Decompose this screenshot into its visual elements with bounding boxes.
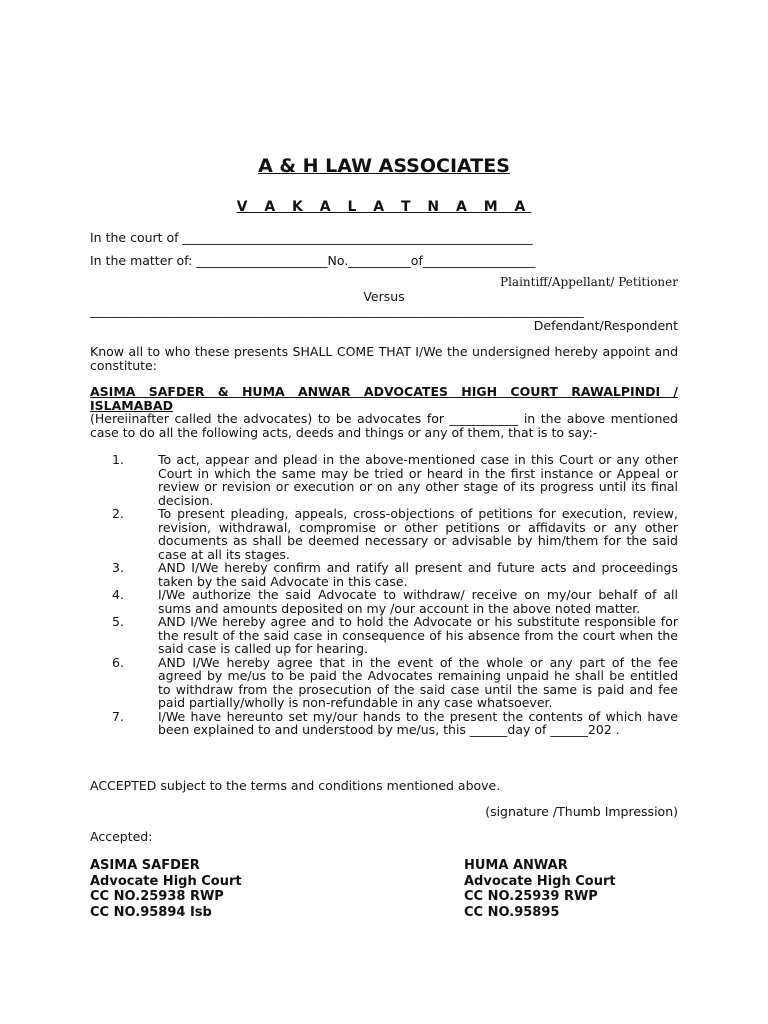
firm-name: A & H LAW ASSOCIATES <box>258 155 510 177</box>
list-item <box>90 588 678 615</box>
signatory-cc1: CC NO.25939 RWP <box>464 889 598 904</box>
signatory-cc2: CC NO.95894 Isb <box>90 904 212 920</box>
advocates-heading: ASIMA SAFDER & HUMA ANWAR ADVOCATES HIGH COURT RAWALPINDI / ISLAMABAD <box>90 384 678 413</box>
plaintiff-label: Plaintiff/Appellant/ Petitioner <box>500 275 678 289</box>
item-number: 6. <box>112 654 124 670</box>
item-number: 5. <box>112 614 124 629</box>
item-number: 3. <box>112 560 124 575</box>
item-text: To present pleading, appeals, cross-objections of petitions for execution, review, revision, withdrawal, compromise or other petitions or affidavits or any other documents as shall be deemed necessary or advisable by him/them for the said case at all its stages. <box>158 506 678 562</box>
versus-label: Versus <box>363 289 405 304</box>
document-title: V A K A L A T N A M A <box>236 199 532 215</box>
list-item <box>90 561 678 588</box>
signatory-title: Advocate High Court <box>464 873 616 889</box>
court-line: In the court of ________________________________________________________ <box>90 230 533 245</box>
signatory-name: HUMA ANWAR <box>464 858 568 873</box>
item-text: AND I/We hereby agree that in the event of the whole or any part of the fee agreed by me/us to be paid the Advocates remaining unpaid he shall be entitled to withdraw from the prosecution of the said case until the same is paid and fee paid partially/wholly is non-refundable in any case whatsoever. <box>158 654 678 710</box>
defendant-label: Defendant/Respondent <box>533 318 678 333</box>
matter-line: In the matter of: _____________________No.__________of__________________ <box>90 253 536 268</box>
item-text: AND I/We hereby agree and to hold the Advocate or his substitute responsible for the result of the said case in consequence of his absence from the court when the said case is called up for hearing. <box>158 614 678 656</box>
item-number: 1. <box>112 452 124 467</box>
clauses-list <box>90 453 678 737</box>
item-text: To act, appear and plead in the above-mentioned case in this Court or any other Court in which the same may be tried or heard in the first instance or Appeal or review or revision or execution or on any other stage of its progress until its final decision. <box>158 452 678 508</box>
list-item <box>90 453 678 507</box>
signature-label: (signature /Thumb Impression) <box>485 804 678 819</box>
defendant-blank: _______________________________________________________________________________ <box>90 303 584 318</box>
accepted-label: Accepted: <box>90 829 153 844</box>
signatory-right <box>464 858 616 920</box>
list-item <box>90 710 678 737</box>
signatory-name: ASIMA SAFDER <box>90 858 200 873</box>
accepted-terms: ACCEPTED subject to the terms and conditions mentioned above. <box>90 778 501 793</box>
intro-paragraph: Know all to who these presents SHALL COME THAT I/We the undersigned hereby appoint and constitute: <box>90 344 678 373</box>
list-item <box>90 656 678 710</box>
item-number: 4. <box>112 587 124 602</box>
item-text: AND I/We hereby confirm and ratify all present and future acts and proceedings taken by the said Advocate in this case. <box>158 560 678 589</box>
item-number: 7. <box>112 708 124 724</box>
signatory-cc1: CC NO.25938 RWP <box>90 889 224 904</box>
signatory-title: Advocate High Court <box>90 873 242 889</box>
advocates-paragraph: (Hereiinafter called the advocates) to be advocates for ___________ in the above mentioned case to do all the following acts, deeds and things or any of them, that is to say:- <box>90 411 678 440</box>
signatory-cc2: CC NO.95895 <box>464 904 560 920</box>
signatory-left <box>90 858 242 920</box>
item-number: 2. <box>112 506 124 521</box>
item-text: I/We have hereunto set my/our hands to the present the contents of which have been explained to and understood by me/us, this ______day of ______202 . <box>158 708 678 737</box>
item-text: I/We authorize the said Advocate to withdraw/ receive on my/our behalf of all sums and amounts deposited on my /our account in the above noted matter. <box>158 587 678 616</box>
list-item <box>90 507 678 561</box>
list-item <box>90 615 678 656</box>
